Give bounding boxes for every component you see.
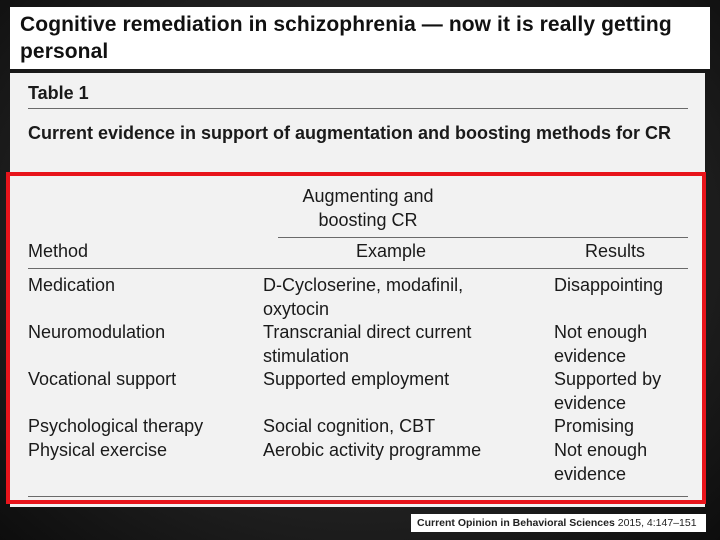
table-rule-group [278,237,688,238]
table-cell-method: Physical exercise [28,440,168,460]
source-citation [411,514,706,532]
column-header-results: Results [585,241,646,261]
slide-title: Cognitive remediation in schizophrenia — now it is really getting personal [20,13,672,63]
table-cell-method: Vocational support [28,369,177,389]
citation-ref: 2015, 4:147–151 [617,517,697,529]
column-header-example: Example [356,241,427,261]
table-rule-header [28,268,688,269]
slide-title-bar [10,7,710,69]
table-label: Table 1 [28,83,89,103]
table-cell-example: Social cognition, CBT [263,416,436,436]
table-cell-method: Psychological therapy [28,416,204,436]
table-rule-bottom [28,496,688,497]
table-caption: Current evidence in support of augmentation and boosting methods for CR [28,123,672,143]
citation-journal: Current Opinion in Behavioral Sciences [417,517,615,529]
table-figure [28,73,694,507]
table-rule-top [28,108,688,109]
table-cell-example: Aerobic activity programme [263,440,482,460]
table-cell-example: Supported employment [263,369,450,389]
table-cell-results: Not enough evidence [554,322,648,366]
table-group-header: Augmenting and boosting CR [302,186,434,230]
table-cell-results: Promising [554,416,635,436]
table-cell-results: Supported by evidence [554,369,662,413]
table-cell-results: Not enough evidence [554,440,648,484]
column-header-method: Method [28,241,89,261]
table-rule-caption [28,175,688,176]
table-cell-example: Transcranial direct current stimulation [263,322,472,366]
table-cell-example: D-Cycloserine, modafinil, oxytocin [263,275,464,319]
table-cell-method: Neuromodulation [28,322,166,342]
table-cell-method: Medication [28,275,116,295]
table-panel [10,73,705,507]
table-cell-results: Disappointing [554,275,664,295]
